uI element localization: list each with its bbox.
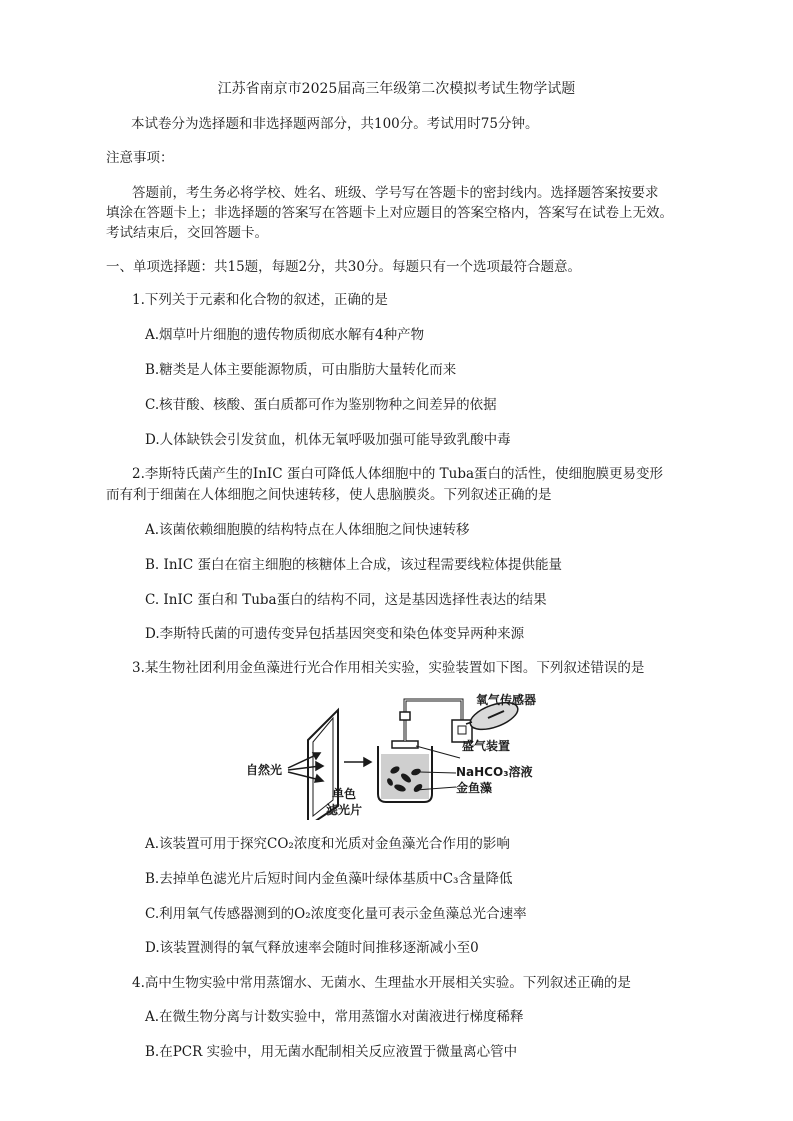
label-oxygen-sensor: 氧气传感器 — [476, 693, 537, 707]
question-option: A.在微生物分离与计数实验中，常用蒸馏水对菌液进行梯度稀释 — [145, 1009, 524, 1025]
question-option: A.该装置可用于探究CO₂浓度和光质对金鱼藻光合作用的影响 — [145, 836, 510, 852]
label-gas-chamber: 盛气装置 — [462, 739, 511, 753]
question-option: D.人体缺铁会引发贫血，机体无氧呼吸加强可能导致乳酸中毒 — [145, 432, 511, 448]
intro-text: 本试卷分为选择题和非选择题两部分，共100分。考试用时75分钟。 — [131, 116, 539, 132]
beaker — [378, 741, 432, 802]
notice-line: 考试结束后，交回答题卡。 — [106, 225, 268, 241]
question-option: A.该菌依赖细胞膜的结构特点在人体细胞之间快速转移 — [145, 522, 470, 538]
question-stem: 3.某生物社团利用金鱼藻进行光合作用相关实验，实验装置如下图。下列叙述错误的是 — [132, 660, 645, 676]
label-filter-line1: 单色 — [332, 787, 357, 801]
question-option: B. InIC 蛋白在宿主细胞的核糖体上合成，该过程需要线粒体提供能量 — [145, 557, 562, 573]
label-filter-line2: 滤光片 — [326, 803, 363, 817]
label-solution: NaHCO₃溶液 — [456, 765, 533, 779]
question-option: B.在PCR 实验中，用无菌水配制相关反应液置于微量离心管中 — [145, 1044, 518, 1060]
question-option: B.去掉单色滤光片后短时间内金鱼藻叶绿体基质中C₃含量降低 — [145, 871, 513, 887]
apparatus-diagram — [240, 688, 560, 820]
question-stem: 4.高中生物实验中常用蒸馏水、无菌水、生理盐水开展相关实验。下列叙述正确的是 — [132, 975, 631, 991]
notice-heading: 注意事项： — [106, 150, 174, 166]
question-option: C. InIC 蛋白和 Tuba蛋白的结构不同，这是基因选择性表达的结果 — [145, 592, 547, 608]
question-option: D.李斯特氏菌的可遗传变异包括基因突变和染色体变异两种来源 — [145, 626, 525, 642]
question-option: D.该装置测得的氧气释放速率会随时间推移逐渐减小至0 — [145, 940, 479, 956]
question-stem: 而有利于细菌在人体细胞之间快速转移，使人患脑膜炎。下列叙述正确的是 — [106, 487, 552, 503]
question-option: C.核苷酸、核酸、蛋白质都可作为鉴别物种之间差异的依据 — [145, 397, 497, 413]
label-plant: 金鱼藻 — [456, 781, 493, 795]
section-heading: 一、单项选择题：共15题，每题2分，共30分。每题只有一个选项最符合题意。 — [106, 259, 581, 275]
question-option: C.利用氧气传感器测到的O₂浓度变化量可表示金鱼藻总光合速率 — [145, 906, 527, 922]
question-stem: 1.下列关于元素和化合物的叙述，正确的是 — [132, 292, 388, 308]
notice-line: 填涂在答题卡上；非选择题的答案写在答题卡上对应题目的答案空格内，答案写在试卷上无效。 — [106, 205, 673, 221]
page-title: 江苏省南京市2025届高三年级第二次模拟考试生物学试题 — [217, 81, 576, 97]
notice-line: 答题前，考生务必将学校、姓名、班级、学号写在答题卡的密封线内。选择题答案按要求 — [132, 185, 659, 201]
question-option: B.糖类是人体主要能源物质，可由脂肪大量转化而来 — [145, 362, 457, 378]
label-light: 自然光 — [246, 763, 283, 777]
question-stem: 2.李斯特氏菌产生的InIC 蛋白可降低人体细胞中的 Tuba蛋白的活性，使细胞膜更易变形 — [132, 466, 664, 482]
question-option: A.烟草叶片细胞的遗传物质彻底水解有4种产物 — [145, 327, 425, 343]
